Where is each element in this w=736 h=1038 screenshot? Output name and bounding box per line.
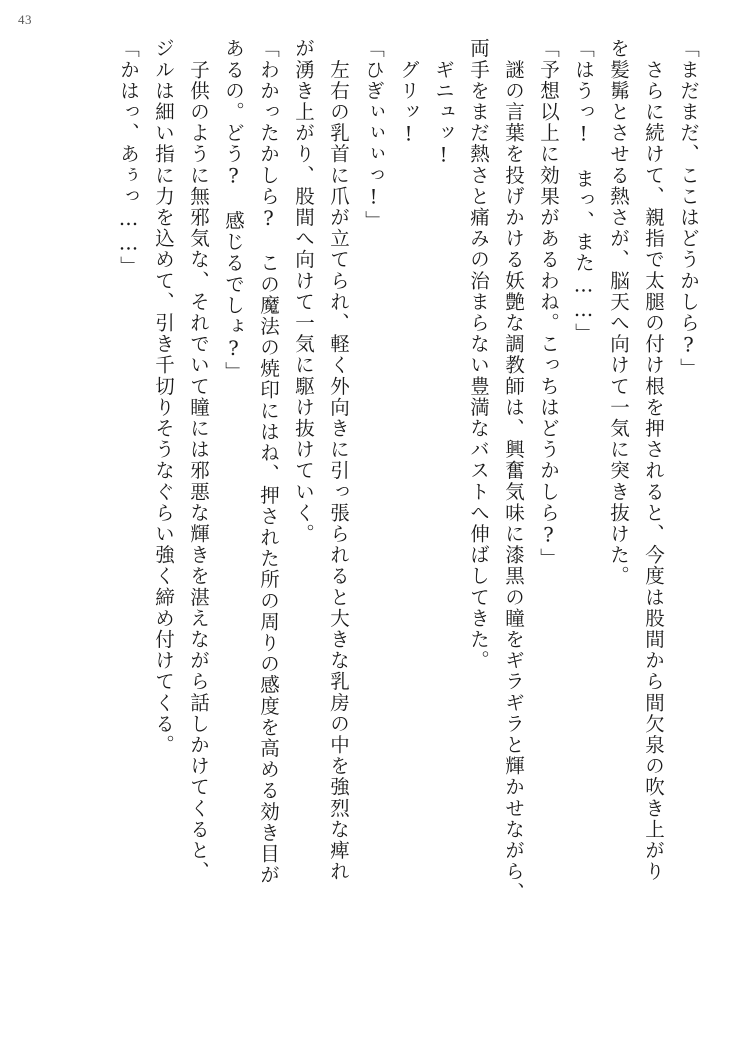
vertical-text-body bbox=[46, 38, 706, 1018]
text-line: あるの。どう? 感じるでしょ?」 bbox=[222, 38, 245, 383]
text-line: が湧き上がり、股間へ向けて一気に駆け抜けていく。 bbox=[292, 38, 315, 545]
text-line: 「予想以上に効果があるわね。こっちはどうかしら?」 bbox=[537, 38, 560, 569]
text-line: ジルは細い指に力を込めて、引き千切りそうなぐらい強く締め付けてくる。 bbox=[152, 38, 175, 756]
text-line: を髪髴とさせる熱さが、脳天へ向けて一気に突き抜けた。 bbox=[607, 38, 630, 587]
text-line: 「まだまだ、ここはどうかしら?」 bbox=[677, 38, 700, 380]
page-number: 43 bbox=[18, 12, 32, 27]
text-line: 「はうっ! まっ、また……」 bbox=[572, 38, 595, 344]
text-line: 子供のように無邪気な、それでいて瞳には邪悪な輝きを湛えながら話しかけてくると、 bbox=[187, 38, 210, 882]
text-line: 「ひぎぃぃぃっ!」 bbox=[362, 38, 385, 232]
text-line: 左右の乳首に爪が立てられ、軽く外向きに引っ張られると大きな乳房の中を強烈な痺れ bbox=[327, 38, 350, 882]
text-line: 「かはっ、あぅっ……」 bbox=[117, 38, 140, 278]
text-line: ギニュッ! bbox=[432, 38, 455, 169]
text-line: 「わかったかしら? この魔法の焼印にはね、押された所の周りの感度を高める効き目が bbox=[257, 38, 280, 886]
text-line: 謎の言葉を投げかける妖艶な調教師は、興奮気味に漆黒の瞳をギラギラと輝かせながら、 bbox=[502, 38, 525, 904]
text-line: グリッ! bbox=[397, 38, 420, 147]
text-line: さらに続けて、親指で太腿の付け根を押されると、今度は股間から間欠泉の吹き上がり bbox=[642, 38, 665, 882]
text-line: 両手をまだ熱さと痛みの治まらない豊満なバストへ伸ばしてきた。 bbox=[467, 38, 490, 671]
